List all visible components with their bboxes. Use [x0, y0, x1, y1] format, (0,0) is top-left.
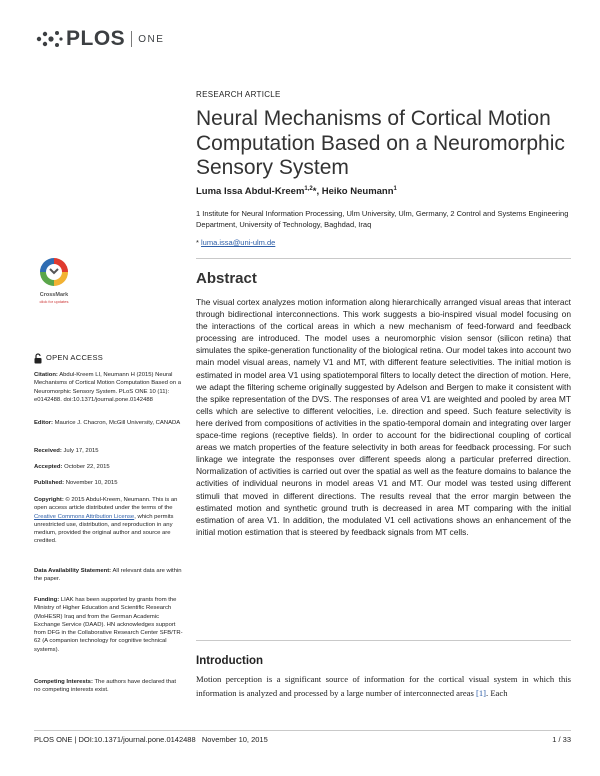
- abstract-text: The visual cortex analyzes motion information along hierarchically arranged visual areas that interact through bidirectional interconnections. This work suggests a bio-inspired visual model focusing on the interactions of the cortical areas in which a new mechanism of feed-forward and feedback processing are introduced. The model uses a neuromorphic vision sensor (silicon retina) that simulates the spike-generation functionality of the biological retina. Our model takes into account two main model visual areas, namely V1 and MT, with different feature selectivities. The initial motion is estimated in model area V1 using spatiotemporal filters to locally detect the direction of motion. Here, we adapt the filtering scheme originally suggested by Adelson and Bergen to make it consistent with the spike representation of the DVS. The responses of area V1 are weighted and pooled by area MT cells which are selective to different velocities, i.e. direction and speed. Such feature selectivity is here derived from compositions of activities in the spatio-temporal domain and integrating over larger space-time regions (receptive fields). In order to account for the bidirectional coupling of cortical areas we match properties of the feature selectivity in both areas for feedback processing. For such linkage we integrate the responses over different speeds along a particular preferred direction. Normalization of activities is carried out over the spatial as well as the feature domains to balance the activities of individual neurons in model areas V1 and MT. Our model was tested using different stimuli that moved in different directions. The results reveal that the error margin between the estimated motion and synthetic ground truth is decreased in area MT comparing with the initial estimation of area V1. In addition, the modulated V1 cell activations shows an enhancement of the initial motion estimation that is steered by feedback signals from MT cells.: [196, 297, 571, 537]
- data-label: Data Availability Statement:: [34, 568, 112, 574]
- logo-divider: [131, 31, 132, 47]
- funding-label: Funding:: [34, 597, 60, 603]
- crossmark-sublabel: click for updates: [39, 299, 69, 304]
- published-text: November 10, 2015: [64, 480, 118, 486]
- author-affil-sup: 1,2: [304, 186, 313, 192]
- received-text: July 17, 2015: [61, 448, 99, 454]
- data-text: All relevant data are within the paper.: [34, 568, 182, 583]
- crossmark-badge[interactable]: [36, 257, 72, 304]
- editor: [34, 419, 184, 427]
- citation: [34, 371, 184, 404]
- funding-text: LIAK has been supported by grants from the Ministry of Higher Education and Scientific Research (MoHESR) Iraq and from the German Academic Exchange Service (DAAD). HN acknowledges support from DFG in the Collaborative Research Center SFB/TR-62 (A companion technology for cognitive technical systems).: [34, 597, 183, 653]
- author-name[interactable]: Luma Issa Abdul-Kreem: [196, 186, 305, 198]
- crossmark-label: CrossMark: [39, 292, 69, 298]
- logo-brand: PLOS: [66, 27, 126, 50]
- introduction-heading: Introduction: [196, 655, 264, 667]
- author-affil-sup: 1: [393, 186, 397, 192]
- divider: [196, 640, 571, 641]
- citation-label: Citation:: [34, 372, 58, 378]
- received-label: Received:: [34, 448, 62, 454]
- accepted-date: [34, 463, 184, 471]
- email-link[interactable]: luma.issa@uni-ulm.de: [201, 238, 276, 247]
- article-type: RESEARCH ARTICLE: [196, 90, 281, 99]
- abstract-heading: Abstract: [196, 270, 257, 287]
- published-date: [34, 479, 184, 487]
- corresponding-mark: *: [312, 186, 317, 198]
- copyright-text: © 2015 Abdul-Kreem, Neumann. This is an open access article distributed under the terms of the: [34, 497, 178, 512]
- funding: [34, 596, 184, 654]
- editor-text: Maurice J. Chacron, McGill University, CANADA: [52, 420, 181, 426]
- citation-text: Abdul-Kreem LI, Neumann H (2015) Neural Mechanisms of Cortical Motion Computation Based on a Neuromorphic Sensory System. PLoS ONE 10 (11): e0142488. doi:10.1371/journal.pone.0142488: [34, 372, 182, 403]
- editor-label: Editor:: [34, 420, 53, 426]
- corresponding-email: [196, 238, 571, 247]
- open-access-label: OPEN ACCESS: [46, 353, 104, 363]
- footer-divider: [34, 730, 571, 731]
- intro-text-part: Motion perception is a significant source of information for the cortical visual system in which this information is analyzed and processed by a large number of interconnected areas: [196, 674, 571, 698]
- email-mark: *: [196, 238, 199, 247]
- author-list: [196, 186, 571, 197]
- competing-label: Competing Interests:: [34, 679, 93, 685]
- affiliations: 1 Institute for Neural Information Processing, Ulm University, Ulm, Germany, 2 Control and Systems Engineering Department, University of Technology, Baghdad, Iraq: [196, 209, 569, 229]
- open-lock-icon: [34, 353, 42, 364]
- open-access-badge: [34, 353, 184, 364]
- journal-logo[interactable]: [34, 27, 164, 51]
- intro-text-part: . Each: [486, 687, 508, 698]
- logo-journal-name: ONE: [138, 33, 165, 45]
- author-separator: ,: [316, 186, 322, 198]
- competing-interests: [34, 678, 184, 695]
- author-name[interactable]: Heiko Neumann: [321, 186, 394, 198]
- plos-dots-icon: [34, 29, 64, 49]
- copyright-label: Copyright:: [34, 497, 64, 503]
- data-availability: [34, 567, 184, 584]
- page-number: 1 / 33: [552, 735, 571, 744]
- reference-link[interactable]: [1]: [475, 687, 487, 698]
- license-link[interactable]: Creative Commons Attribution License: [34, 513, 135, 520]
- article-title: Neural Mechanisms of Cortical Motion Computation Based on a Neuromorphic Sensory System: [196, 107, 565, 179]
- copyright: [34, 496, 184, 546]
- competing-text: The authors have declared that no competing interests exist.: [34, 679, 176, 694]
- crossmark-icon: [39, 257, 69, 287]
- footer-citation: PLOS ONE | DOI:10.1371/journal.pone.0142488 November 10, 2015: [34, 735, 268, 744]
- accepted-label: Accepted:: [34, 464, 63, 470]
- accepted-text: October 22, 2015: [62, 464, 110, 470]
- copyright-text: , which permits unrestricted use, distribution, and reproduction in any medium, provided the original author and source are credited.: [34, 513, 174, 545]
- divider: [196, 258, 571, 259]
- published-label: Published:: [34, 480, 65, 486]
- introduction-text: [196, 673, 571, 700]
- received-date: [34, 447, 184, 455]
